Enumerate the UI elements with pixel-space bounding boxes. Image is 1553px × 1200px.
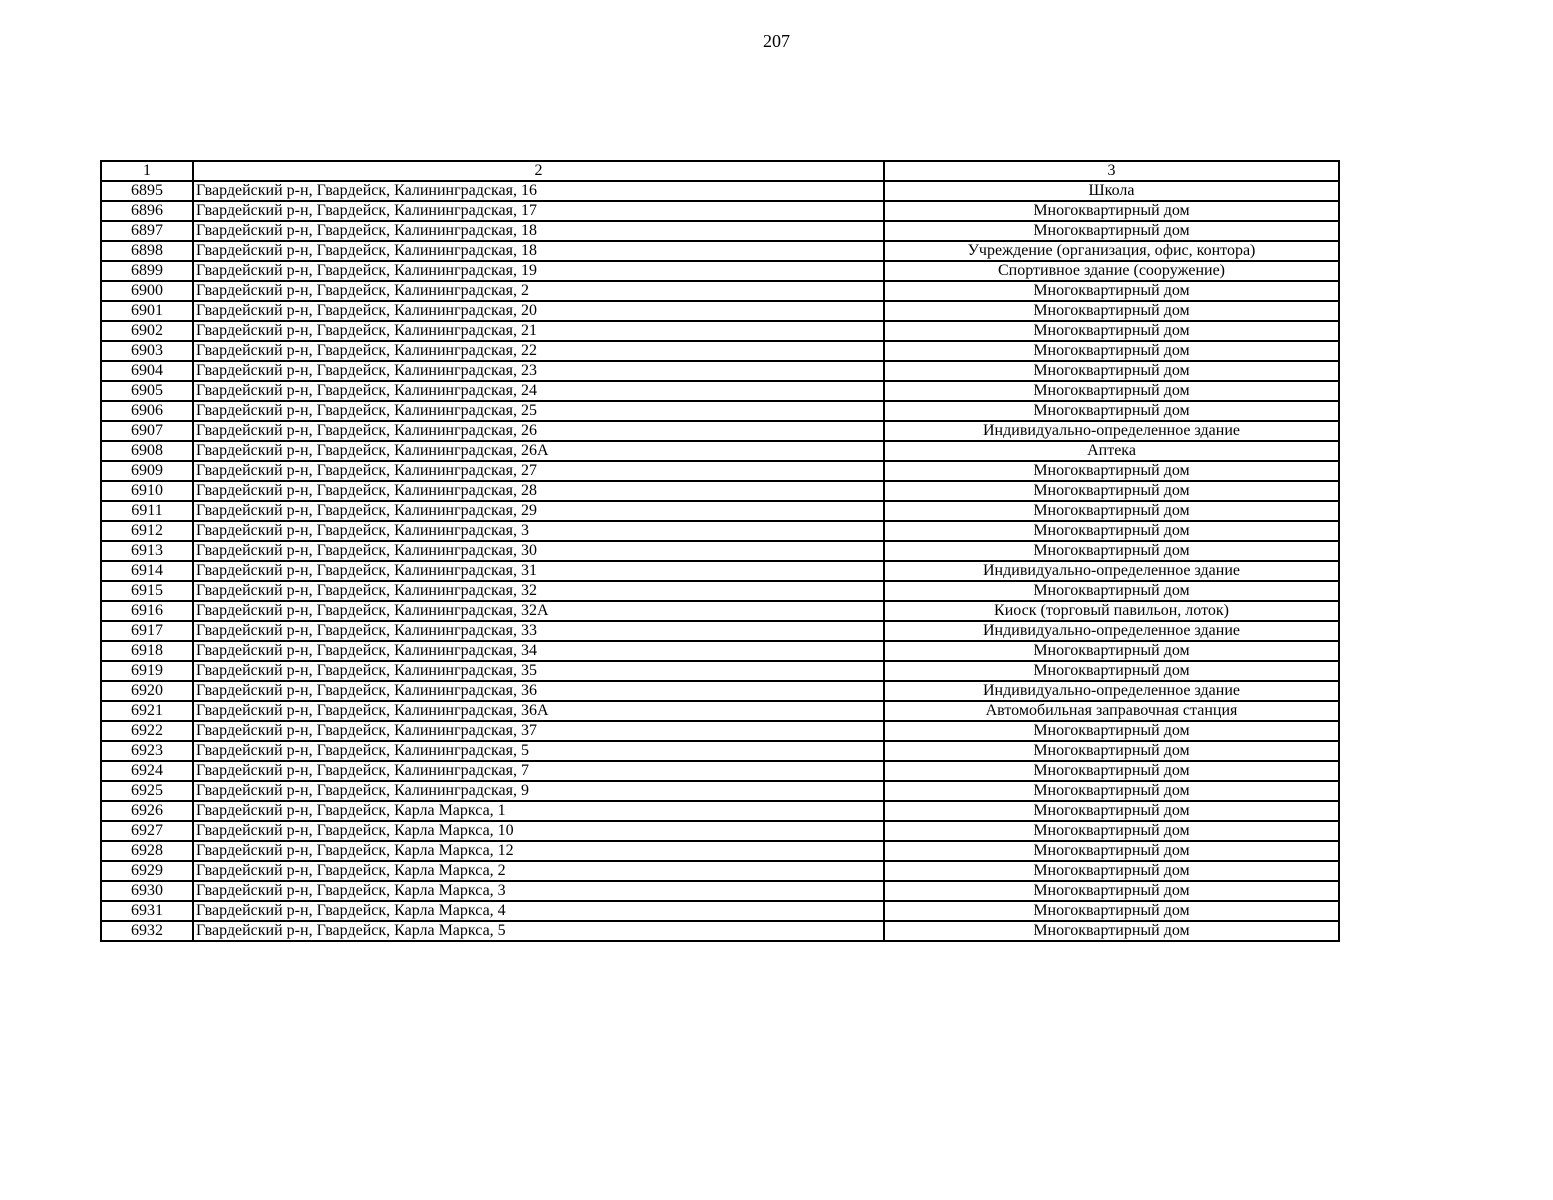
address-cell: Гвардейский р-н, Гвардейск, Калининградская, 26: [193, 421, 884, 441]
object-type-cell: Спортивное здание (сооружение): [884, 261, 1339, 281]
address-cell: Гвардейский р-н, Гвардейск, Калининградская, 37: [193, 721, 884, 741]
address-cell: Гвардейский р-н, Гвардейск, Калининградская, 31: [193, 561, 884, 581]
table-row: [101, 541, 1339, 561]
object-type-cell: Многоквартирный дом: [884, 581, 1339, 601]
object-type-cell: Киоск (торговый павильон, лоток): [884, 601, 1339, 621]
table-row: [101, 341, 1339, 361]
row-number-cell: 6902: [101, 321, 193, 341]
page-number: 207: [763, 31, 790, 51]
table-row: [101, 441, 1339, 461]
object-type-cell: Многоквартирный дом: [884, 501, 1339, 521]
header-col-2: 2: [193, 161, 884, 181]
table-row: [101, 461, 1339, 481]
row-number-cell: 6911: [101, 501, 193, 521]
table-row: [101, 361, 1339, 381]
row-number-cell: 6928: [101, 841, 193, 861]
table-row: [101, 761, 1339, 781]
row-number-cell: 6909: [101, 461, 193, 481]
object-type-cell: Многоквартирный дом: [884, 901, 1339, 921]
row-number-cell: 6910: [101, 481, 193, 501]
address-cell: Гвардейский р-н, Гвардейск, Калининградская, 23: [193, 361, 884, 381]
address-cell: Гвардейский р-н, Гвардейск, Калининградская, 3: [193, 521, 884, 541]
row-number-cell: 6926: [101, 801, 193, 821]
table-row: [101, 601, 1339, 621]
table-row: [101, 841, 1339, 861]
row-number-cell: 6903: [101, 341, 193, 361]
object-type-cell: Многоквартирный дом: [884, 541, 1339, 561]
object-type-cell: Многоквартирный дом: [884, 921, 1339, 941]
row-number-cell: 6905: [101, 381, 193, 401]
address-cell: Гвардейский р-н, Гвардейск, Калининградская, 21: [193, 321, 884, 341]
row-number-cell: 6924: [101, 761, 193, 781]
row-number-cell: 6896: [101, 201, 193, 221]
object-type-cell: Автомобильная заправочная станция: [884, 701, 1339, 721]
row-number-cell: 6929: [101, 861, 193, 881]
table-row: [101, 381, 1339, 401]
row-number-cell: 6900: [101, 281, 193, 301]
object-type-cell: Многоквартирный дом: [884, 741, 1339, 761]
row-number-cell: 6918: [101, 641, 193, 661]
address-cell: Гвардейский р-н, Гвардейск, Калининградская, 2: [193, 281, 884, 301]
object-type-cell: Многоквартирный дом: [884, 401, 1339, 421]
object-type-cell: Индивидуально-определенное здание: [884, 421, 1339, 441]
object-type-cell: Многоквартирный дом: [884, 221, 1339, 241]
address-cell: Гвардейский р-н, Гвардейск, Калининградская, 33: [193, 621, 884, 641]
object-type-cell: Многоквартирный дом: [884, 821, 1339, 841]
table-row: [101, 181, 1339, 201]
address-cell: Гвардейский р-н, Гвардейск, Карла Маркса, 2: [193, 861, 884, 881]
table-row: [101, 561, 1339, 581]
row-number-cell: 6917: [101, 621, 193, 641]
table-row: [101, 741, 1339, 761]
address-cell: Гвардейский р-н, Гвардейск, Калининградская, 18: [193, 221, 884, 241]
object-type-cell: Многоквартирный дом: [884, 801, 1339, 821]
address-cell: Гвардейский р-н, Гвардейск, Калининградская, 30: [193, 541, 884, 561]
table-row: [101, 681, 1339, 701]
row-number-cell: 6925: [101, 781, 193, 801]
address-cell: Гвардейский р-н, Гвардейск, Калининградская, 32: [193, 581, 884, 601]
address-cell: Гвардейский р-н, Гвардейск, Карла Маркса, 4: [193, 901, 884, 921]
table-row: [101, 701, 1339, 721]
table-row: [101, 801, 1339, 821]
table-row: [101, 861, 1339, 881]
object-type-cell: Многоквартирный дом: [884, 781, 1339, 801]
address-cell: Гвардейский р-н, Гвардейск, Калининградская, 22: [193, 341, 884, 361]
address-cell: Гвардейский р-н, Гвардейск, Калининградская, 34: [193, 641, 884, 661]
table-row: [101, 281, 1339, 301]
object-type-cell: Многоквартирный дом: [884, 321, 1339, 341]
row-number-cell: 6914: [101, 561, 193, 581]
object-type-cell: Многоквартирный дом: [884, 861, 1339, 881]
address-cell: Гвардейский р-н, Гвардейск, Калининградская, 25: [193, 401, 884, 421]
object-type-cell: Школа: [884, 181, 1339, 201]
object-type-cell: Многоквартирный дом: [884, 841, 1339, 861]
object-type-cell: Учреждение (организация, офис, контора): [884, 241, 1339, 261]
object-type-cell: Многоквартирный дом: [884, 461, 1339, 481]
address-cell: Гвардейский р-н, Гвардейск, Калининградская, 7: [193, 761, 884, 781]
object-type-cell: Многоквартирный дом: [884, 661, 1339, 681]
row-number-cell: 6922: [101, 721, 193, 741]
address-cell: Гвардейский р-н, Гвардейск, Калининградская, 17: [193, 201, 884, 221]
row-number-cell: 6906: [101, 401, 193, 421]
table-row: [101, 821, 1339, 841]
row-number-cell: 6899: [101, 261, 193, 281]
address-cell: Гвардейский р-н, Гвардейск, Калининградская, 5: [193, 741, 884, 761]
table-row: [101, 301, 1339, 321]
address-cell: Гвардейский р-н, Гвардейск, Карла Маркса, 3: [193, 881, 884, 901]
table-row: [101, 661, 1339, 681]
row-number-cell: 6930: [101, 881, 193, 901]
row-number-cell: 6904: [101, 361, 193, 381]
address-cell: Гвардейский р-н, Гвардейск, Карла Маркса, 12: [193, 841, 884, 861]
object-type-cell: Многоквартирный дом: [884, 381, 1339, 401]
object-type-cell: Многоквартирный дом: [884, 881, 1339, 901]
row-number-cell: 6927: [101, 821, 193, 841]
table-row: [101, 641, 1339, 661]
table-row: [101, 321, 1339, 341]
object-type-cell: Многоквартирный дом: [884, 521, 1339, 541]
row-number-cell: 6919: [101, 661, 193, 681]
table-row: [101, 881, 1339, 901]
table-row: [101, 901, 1339, 921]
row-number-cell: 6920: [101, 681, 193, 701]
address-cell: Гвардейский р-н, Гвардейск, Калининградская, 19: [193, 261, 884, 281]
object-type-cell: Многоквартирный дом: [884, 641, 1339, 661]
object-type-cell: Многоквартирный дом: [884, 281, 1339, 301]
row-number-cell: 6923: [101, 741, 193, 761]
row-number-cell: 6932: [101, 921, 193, 941]
object-type-cell: Многоквартирный дом: [884, 201, 1339, 221]
row-number-cell: 6912: [101, 521, 193, 541]
address-cell: Гвардейский р-н, Гвардейск, Калининградская, 20: [193, 301, 884, 321]
row-number-cell: 6921: [101, 701, 193, 721]
object-type-cell: Многоквартирный дом: [884, 481, 1339, 501]
table-row: [101, 721, 1339, 741]
table-row: [101, 921, 1339, 941]
row-number-cell: 6895: [101, 181, 193, 201]
address-cell: Гвардейский р-н, Гвардейск, Калининградская, 16: [193, 181, 884, 201]
table-header-row: [101, 161, 1339, 181]
object-type-cell: Многоквартирный дом: [884, 721, 1339, 741]
table-row: [101, 501, 1339, 521]
address-cell: Гвардейский р-н, Гвардейск, Калининградская, 27: [193, 461, 884, 481]
table-row: [101, 481, 1339, 501]
table-row: [101, 521, 1339, 541]
object-type-cell: Индивидуально-определенное здание: [884, 621, 1339, 641]
table-row: [101, 421, 1339, 441]
table-row: [101, 261, 1339, 281]
header-col-3: 3: [884, 161, 1339, 181]
row-number-cell: 6916: [101, 601, 193, 621]
row-number-cell: 6898: [101, 241, 193, 261]
address-cell: Гвардейский р-н, Гвардейск, Калининградская, 32А: [193, 601, 884, 621]
address-cell: Гвардейский р-н, Гвардейск, Калининградская, 26А: [193, 441, 884, 461]
row-number-cell: 6915: [101, 581, 193, 601]
address-cell: Гвардейский р-н, Гвардейск, Карла Маркса, 1: [193, 801, 884, 821]
address-cell: Гвардейский р-н, Гвардейск, Карла Маркса, 5: [193, 921, 884, 941]
address-cell: Гвардейский р-н, Гвардейск, Калининградская, 24: [193, 381, 884, 401]
address-cell: Гвардейский р-н, Гвардейск, Калининградская, 9: [193, 781, 884, 801]
address-cell: Гвардейский р-н, Гвардейск, Калининградская, 35: [193, 661, 884, 681]
object-type-cell: Многоквартирный дом: [884, 761, 1339, 781]
registry-table: [100, 160, 1340, 942]
object-type-cell: Индивидуально-определенное здание: [884, 561, 1339, 581]
registry-table-body: [101, 161, 1339, 941]
address-cell: Гвардейский р-н, Гвардейск, Калининградская, 18: [193, 241, 884, 261]
address-cell: Гвардейский р-н, Гвардейск, Карла Маркса, 10: [193, 821, 884, 841]
row-number-cell: 6931: [101, 901, 193, 921]
table-row: [101, 781, 1339, 801]
address-cell: Гвардейский р-н, Гвардейск, Калининградская, 29: [193, 501, 884, 521]
object-type-cell: Аптека: [884, 441, 1339, 461]
address-cell: Гвардейский р-н, Гвардейск, Калининградская, 36А: [193, 701, 884, 721]
table-row: [101, 401, 1339, 421]
object-type-cell: Многоквартирный дом: [884, 361, 1339, 381]
object-type-cell: Многоквартирный дом: [884, 341, 1339, 361]
row-number-cell: 6901: [101, 301, 193, 321]
table-row: [101, 221, 1339, 241]
table-row: [101, 201, 1339, 221]
row-number-cell: 6913: [101, 541, 193, 561]
table-row: [101, 241, 1339, 261]
table-row: [101, 621, 1339, 641]
address-cell: Гвардейский р-н, Гвардейск, Калининградская, 36: [193, 681, 884, 701]
object-type-cell: Индивидуально-определенное здание: [884, 681, 1339, 701]
row-number-cell: 6908: [101, 441, 193, 461]
header-col-1: 1: [101, 161, 193, 181]
table-row: [101, 581, 1339, 601]
address-cell: Гвардейский р-н, Гвардейск, Калининградская, 28: [193, 481, 884, 501]
object-type-cell: Многоквартирный дом: [884, 301, 1339, 321]
row-number-cell: 6897: [101, 221, 193, 241]
row-number-cell: 6907: [101, 421, 193, 441]
